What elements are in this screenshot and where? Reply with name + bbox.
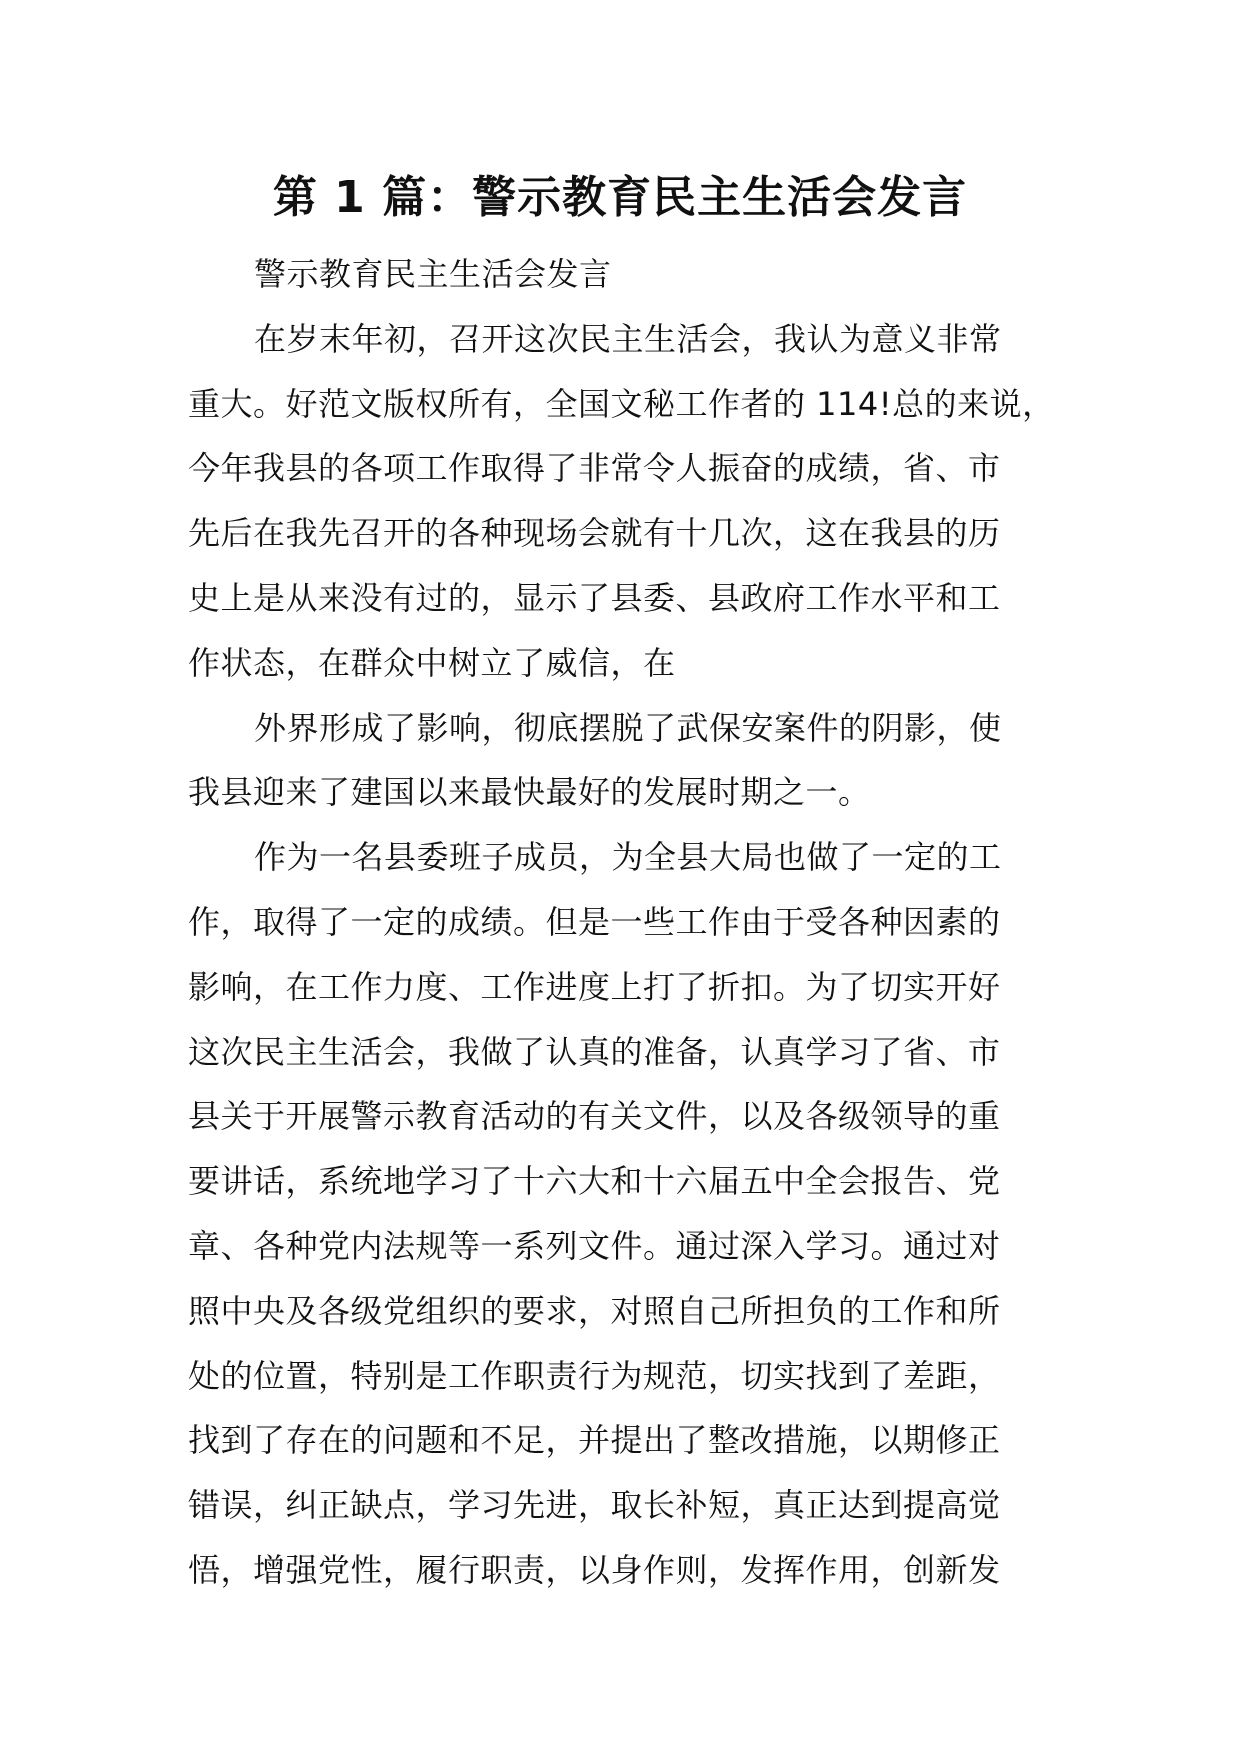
text-line: 作状态，在群众中树立了威信，在 xyxy=(188,643,676,682)
text-line: 外界形成了影响，彻底摆脱了武保安案件的阴影，使 xyxy=(254,708,1002,747)
text-line: 在岁末年初，召开这次民主生活会，我认为意义非常 xyxy=(254,319,1002,358)
text-line: 处的位置，特别是工作职责行为规范，切实找到了差距， xyxy=(188,1356,1001,1395)
text-line: 要讲话，系统地学习了十六大和十六届五中全会报告、党 xyxy=(188,1162,1001,1201)
text-line: 影响，在工作力度、工作进度上打了折扣。为了切实开好 xyxy=(188,967,1001,1006)
text-line: 错误，纠正缺点，学习先进，取长补短，真正达到提高觉 xyxy=(188,1486,1001,1525)
text-line: 作为一名县委班子成员，为全县大局也做了一定的工 xyxy=(254,838,1002,877)
text-line: 作，取得了一定的成绩。但是一些工作由于受各种因素的 xyxy=(188,902,1001,941)
text-line: 警示教育民主生活会发言 xyxy=(254,255,612,293)
text-line: 史上是从来没有过的，显示了县委、县政府工作水平和工 xyxy=(188,578,1001,617)
text-line: 照中央及各级党组织的要求，对照自己所担负的工作和所 xyxy=(188,1291,1001,1330)
document-title: 第 1 篇：警示教育民主生活会发言 xyxy=(272,172,968,223)
text-line: 悟，增强党性，履行职责，以身作则，发挥作用，创新发 xyxy=(188,1550,1001,1589)
text-line: 县关于开展警示教育活动的有关文件，以及各级领导的重 xyxy=(188,1097,1001,1136)
text-line: 这次民主生活会，我做了认真的准备，认真学习了省、市 xyxy=(188,1032,1001,1071)
text-line: 先后在我先召开的各种现场会就有十几次，这在我县的历 xyxy=(188,514,1001,553)
document-body xyxy=(188,242,1058,1603)
text-line: 今年我县的各项工作取得了非常令人振奋的成绩，省、市 xyxy=(188,449,1001,488)
text-line: 重大。好范文版权所有，全国文秘工作者的 114!总的来说， xyxy=(188,384,1055,423)
text-line: 我县迎来了建国以来最快最好的发展时期之一。 xyxy=(188,773,871,812)
text-line: 找到了存在的问题和不足，并提出了整改措施，以期修正 xyxy=(188,1421,1001,1460)
text-line: 章、各种党内法规等一系列文件。通过深入学习。通过对 xyxy=(188,1226,1001,1265)
